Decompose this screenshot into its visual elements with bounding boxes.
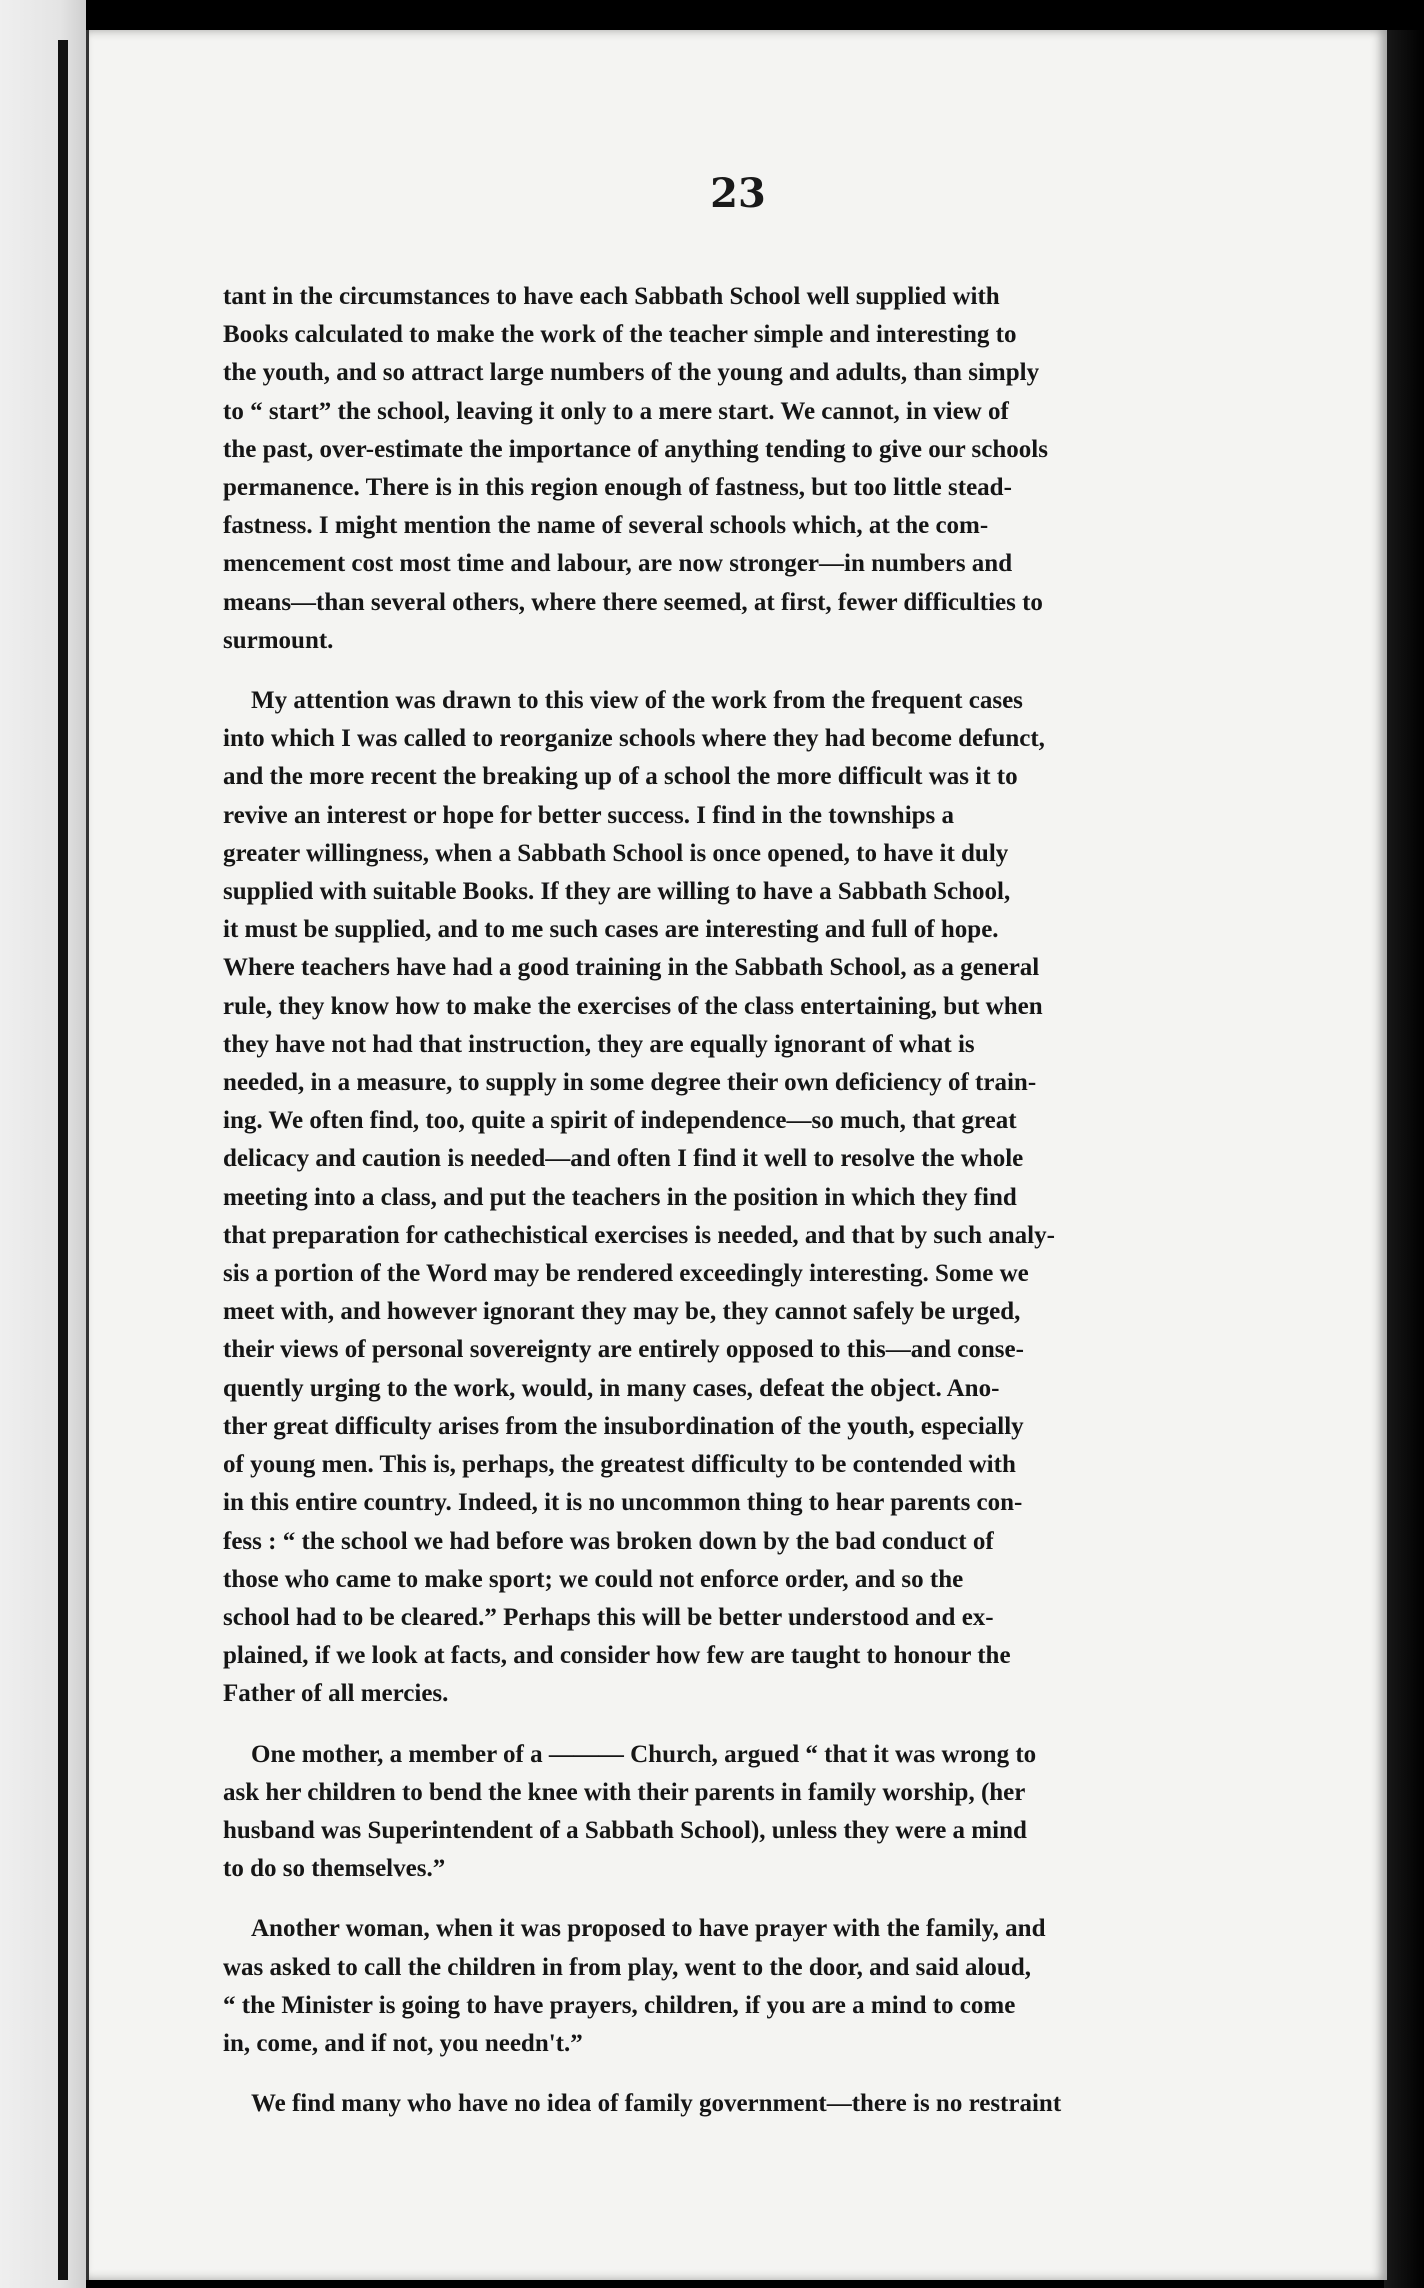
text-line: supplied with suitable Books. If they are willing to have a Sabbath School, — [223, 878, 1011, 906]
text-line: and the more recent the breaking up of a school the more difficult was it to — [223, 763, 1018, 791]
book-page — [86, 30, 1387, 2280]
text-line: means—than several others, where there seemed, at first, fewer difficulties to — [223, 588, 1043, 616]
text-line: fess : “ the school we had before was broken down by the bad conduct of — [223, 1527, 994, 1555]
text-line: was asked to call the children in from play, went to the door, and said aloud, — [223, 1953, 1031, 1981]
text-line: their views of personal sovereignty are entirely opposed to this—and conse- — [223, 1336, 1024, 1364]
text-line: in this entire country. Indeed, it is no uncommon thing to hear parents con- — [223, 1489, 1023, 1517]
paragraph — [223, 2085, 1291, 2123]
text-line: they have not had that instruction, they are equally ignorant of what is — [223, 1030, 975, 1058]
text-line: plained, if we look at facts, and consider how few are taught to honour the — [223, 1642, 1011, 1670]
text-line: surmount. — [223, 626, 334, 654]
text-line: to “ start” the school, leaving it only to a mere start. We cannot, in view of — [223, 397, 1009, 425]
scan-border-top — [0, 0, 1424, 30]
text-line: to do so themselves.” — [223, 1855, 446, 1883]
paragraph — [223, 1736, 1291, 1889]
facing-page-edge — [0, 0, 86, 2288]
text-line: husband was Superintendent of a Sabbath School), unless they were a mind — [223, 1816, 1027, 1844]
text-line: fastness. I might mention the name of several schools which, at the com- — [223, 512, 989, 540]
text-line: We find many who have no idea of family government—there is no restraint — [251, 2090, 1062, 2118]
text-line: One mother, a member of a ——— Church, argued “ that it was wrong to — [251, 1740, 1037, 1768]
paragraph — [223, 682, 1291, 1713]
text-line: quently urging to the work, would, in many cases, defeat the object. Ano- — [223, 1374, 1000, 1402]
text-line: into which I was called to reorganize schools where they had become defunct, — [223, 725, 1045, 753]
paragraph — [223, 1910, 1291, 2063]
text-line: the past, over-estimate the importance of anything tending to give our schools — [223, 435, 1048, 463]
text-line: of young men. This is, perhaps, the greatest difficulty to be contended with — [223, 1451, 1016, 1479]
text-line: “ the Minister is going to have prayers, children, if you are a mind to come — [223, 1991, 1016, 2019]
text-line: Books calculated to make the work of the teacher simple and interesting to — [223, 321, 1017, 349]
text-line: meeting into a class, and put the teachers in the position in which they find — [223, 1183, 1017, 1211]
text-line: meet with, and however ignorant they may be, they cannot safely be urged, — [223, 1298, 1021, 1326]
text-line: mencement cost most time and labour, are now stronger—in numbers and — [223, 550, 1013, 578]
text-line: revive an interest or hope for better success. I find in the townships a — [223, 801, 955, 829]
text-line: delicacy and caution is needed—and often I find it well to resolve the whole — [223, 1145, 1024, 1173]
text-line: permanence. There is in this region enough of fastness, but too little stead- — [223, 474, 1012, 502]
book-spine — [58, 40, 68, 2280]
text-line: My attention was drawn to this view of the work from the frequent cases — [251, 687, 1023, 715]
paragraph — [223, 278, 1291, 660]
text-line: Where teachers have had a good training in the Sabbath School, as a general — [223, 954, 1040, 982]
text-line: that preparation for cathechistical exercises is needed, and that by such analy- — [223, 1221, 1055, 1249]
text-line: the youth, and so attract large numbers of the young and adults, than simply — [223, 359, 1040, 387]
text-line: rule, they know how to make the exercises of the class entertaining, but when — [223, 992, 1043, 1020]
page-body — [223, 278, 1291, 2123]
text-line: Father of all mercies. — [223, 1680, 449, 1708]
text-line: Another woman, when it was proposed to have prayer with the family, and — [251, 1915, 1046, 1943]
scan-border-right — [1384, 30, 1424, 2288]
text-line: tant in the circumstances to have each Sabbath School well supplied with — [223, 283, 1000, 310]
text-line: needed, in a measure, to supply in some degree their own deficiency of train- — [223, 1069, 1037, 1097]
text-line: greater willingness, when a Sabbath School is once opened, to have it duly — [223, 839, 1009, 867]
text-line: school had to be cleared.” Perhaps this will be better understood and ex- — [223, 1603, 994, 1631]
text-line: ther great difficulty arises from the insubordination of the youth, especially — [223, 1412, 1024, 1440]
text-line: those who came to make sport; we could not enforce order, and so the — [223, 1565, 964, 1593]
text-line: ing. We often find, too, quite a spirit of independence—so much, that great — [223, 1107, 1017, 1135]
text-line: sis a portion of the Word may be rendered exceedingly interesting. Some we — [223, 1260, 1029, 1288]
page-number: 23 — [710, 170, 766, 217]
text-line: in, come, and if not, you needn't.” — [223, 2029, 583, 2057]
text-line: ask her children to bend the knee with their parents in family worship, (her — [223, 1778, 1026, 1806]
text-line: it must be supplied, and to me such cases are interesting and full of hope. — [223, 916, 999, 944]
